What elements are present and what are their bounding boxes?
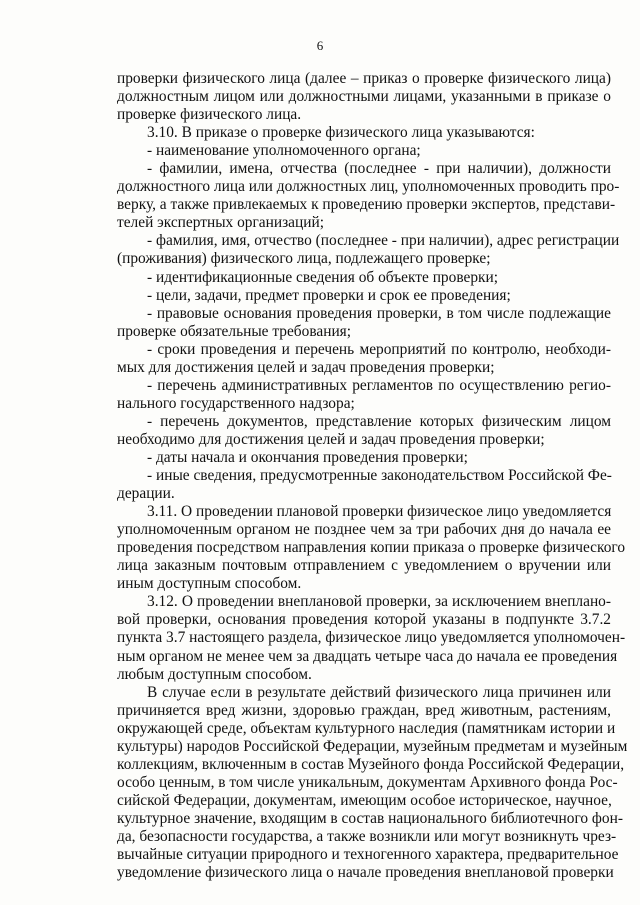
document-body (117, 70, 628, 882)
text-line: телей экспертных организаций; (117, 214, 324, 232)
text-line: - сроки проведения и перечень мероприятий по контролю, необходи- (147, 340, 611, 358)
text-line: проверке физического лица. (117, 106, 302, 124)
text-line: нального государственного надзора; (117, 394, 355, 412)
text-line: коллекциям, включенным в состав Музейного фонда Российской Федерации, (117, 755, 625, 773)
text-line: - даты начала и окончания проведения проверки; (147, 448, 468, 466)
text-line: В случае если в результате действий физического лица причинен или (147, 683, 611, 701)
text-line: культуры) народов Российской Федерации, музейным предметам и музейным (117, 737, 628, 755)
text-line: должностного лица или должностных лиц, уполномоченных проводить про- (117, 178, 620, 196)
text-line: - перечень административных регламентов по осуществлению регио- (147, 376, 611, 394)
text-line: - правовые основания проведения проверки, в том числе подлежащие (147, 304, 611, 322)
text-line: окружающей среде, объектам культурного наследия (памятникам истории и (117, 719, 616, 737)
text-line: уведомление физического лица о начале проведения внеплановой проверки (117, 864, 614, 882)
text-line: дерации. (117, 485, 175, 503)
text-line: вой проверки, основания проведения которой указаны в подпункте 3.7.2 (117, 611, 611, 629)
text-line: проверке обязательные требования; (117, 322, 352, 340)
text-line: - фамилия, имя, отчество (последнее - при наличии), адрес регистрации (147, 232, 620, 250)
text-line: особо ценным, в том числе уникальным, документам Архивного фонда Рос- (117, 773, 618, 791)
text-line: должностным лицом или должностными лицами, указанными в приказе о (117, 88, 611, 106)
text-line: иным доступным способом. (117, 575, 302, 593)
text-line: 3.11. О проведении плановой проверки физическое лицо уведомляется (147, 503, 612, 521)
text-line: пункта 3.7 настоящего раздела, физическое лицо уведомляется уполномочен- (117, 629, 626, 647)
text-line: уполномоченным органом не позднее чем за три рабочих дня до начала ее (117, 521, 611, 539)
text-line: проверки физического лица (далее – приказ о проверке физического лица) (117, 70, 611, 87)
text-line: - фамилии, имена, отчества (последнее - при наличии), должности (147, 160, 611, 178)
text-line: верку, а также привлекаемых к проведению проверки экспертов, представи- (117, 196, 616, 214)
text-line: - иные сведения, предусмотренные законодательством Российской Фе- (147, 467, 612, 485)
text-line: - идентификационные сведения об объекте проверки; (147, 268, 499, 286)
text-line: культурное значение, входящим в состав национального библиотечного фон- (117, 809, 623, 827)
text-line: - наименование уполномоченного органа; (147, 142, 421, 160)
text-line: (проживания) физического лица, подлежащего проверке; (117, 250, 491, 268)
text-line: 3.10. В приказе о проверке физического лица указываются: (147, 124, 535, 142)
text-line: 3.12. О проведении внеплановой проверки, за исключением внеплано- (147, 593, 611, 611)
text-line: необходимо для достижения целей и задач проведения проверки; (117, 430, 545, 448)
text-line: ным органом не менее чем за двадцать четыре часа до начала ее проведения (117, 647, 618, 665)
text-line: причиняется вред жизни, здоровью граждан, вред животным, растениям, (117, 701, 611, 719)
text-line: проведения посредством направления копии приказа о проверке физического (117, 539, 626, 557)
text-line: - перечень документов, представление которых физическим лицом (147, 412, 611, 430)
text-line: сийской Федерации, документам, имеющим особое историческое, научное, (117, 791, 612, 809)
text-line: мых для достижения целей и задач проведения проверки; (117, 358, 495, 376)
page-number: 6 (316, 38, 324, 53)
text-line: вычайные ситуации природного и техногенного характера, предварительное (117, 846, 619, 864)
text-line: да, безопасности государства, а также возникли или могут возникнуть чрез- (117, 827, 617, 845)
text-line: лица заказным почтовым отправлением с уведомлением о вручении или (117, 557, 611, 575)
text-line: - цели, задачи, предмет проверки и срок ее проведения; (147, 286, 511, 304)
text-line: любым доступным способом. (117, 665, 312, 683)
